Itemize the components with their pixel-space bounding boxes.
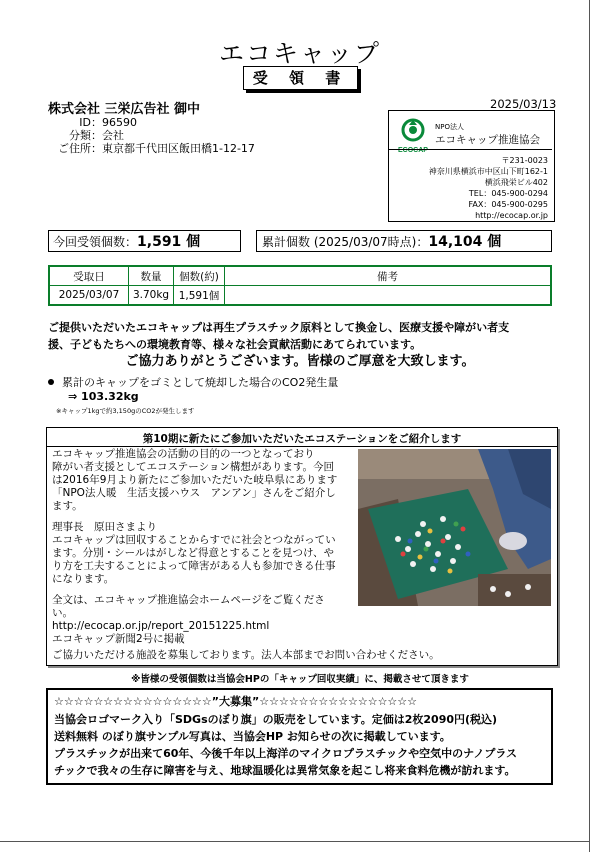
table-row (49, 286, 551, 306)
co2-value: ⇒ 103.32kg (68, 390, 139, 403)
co2-bullet (48, 376, 338, 390)
header-date: 受取日 (49, 266, 129, 286)
cumulative-count-box (256, 230, 552, 252)
eco-station-section (46, 427, 558, 666)
cumulative-count-value: 14,104 個 (428, 234, 502, 250)
page-edge-bottom (0, 841, 590, 842)
recipient-id-value: 96590 (102, 116, 137, 129)
receipt-table (48, 265, 552, 306)
usage-message-line1: ご提供いただいたエコキャップは再生プラスチック原料として換金し、医療支援や障がい者支 (48, 321, 510, 334)
station-paragraph-2: 理事長 原田さまより エコキャップは回収することからすでに社会とつながってい ます。分別・シールはがしなど得意とすることを見つけ、や り方を工夫することによって障害がある人も参加できる仕事 になります。 (52, 521, 336, 585)
issuer-fax: FAX：045-900-0295 (468, 200, 548, 209)
recipient-category-label: 分類： (69, 129, 102, 142)
issuer-tel: TEL：045-900-0294 (468, 189, 548, 198)
issuer-name: エコキャップ推進協会 (435, 134, 540, 146)
eco-station-divider (47, 446, 557, 447)
eco-station-title: 第10期に新たにご参加いただいたエコステーションをご紹介します (142, 433, 462, 445)
header-count: 個数(約) (174, 266, 225, 286)
cell-quantity: 3.70kg (129, 286, 174, 306)
recipient-name: 株式会社 三栄広告社 御中 (48, 102, 201, 117)
station-report-link: http://ecocap.or.jp/report_20151225.html (52, 620, 270, 632)
recruit-line-5: チックで我々の生存に障害を与え、地球温暖化は異常気象を起こし将来食料危機が訪れます。 (54, 764, 516, 777)
co2-note: ※キャップ1kgで約3,150gのCO2が発生します (56, 407, 195, 415)
current-count-box (48, 230, 241, 252)
recipient-category-value: 会社 (102, 129, 124, 142)
document-subtitle: 受 領 書 (243, 66, 358, 90)
recruitment-box (46, 688, 553, 785)
issuer-address1: 神奈川県横浜市中区山下町162-1 (428, 167, 548, 176)
cumulative-count-label: 累計個数 (2025/03/07時点)： (262, 235, 429, 249)
recruit-line-3: 送料無料 のぼり旗サンプル写真は、当協会HP お知らせの次に掲載しています。 (54, 730, 451, 743)
ecocap-logo (395, 116, 431, 156)
recipient-address-label: ご住所： (58, 142, 102, 155)
usage-message (48, 319, 558, 353)
cell-remarks (225, 286, 552, 306)
cap-sorting-photo (358, 449, 551, 606)
receipt-table-header (49, 266, 551, 286)
current-count-value: 1,591 個 (137, 234, 201, 250)
issuer-npo-label: NPO法人 (435, 123, 464, 131)
eco-station-text (52, 448, 352, 654)
co2-label: 累計のキャップをゴミとして焼却した場合のCO2発生量 (62, 376, 339, 389)
recruit-line-2: 当協会ロゴマーク入り「SDGsのぼり旗」の販売をしています。定価は2枚2090円(税込) (54, 713, 498, 726)
recruit-banner: ☆☆☆☆☆☆☆☆☆☆☆☆☆☆☆☆”大募集”☆☆☆☆☆☆☆☆☆☆☆☆☆☆☆☆ (54, 695, 418, 708)
station-paragraph-1: エコキャップ推進協会の活動の目的の一つとなっており 障がい者支援としてエコステーション構想があります。今回 は2016年9月より新たにご参加いただいた岐阜県にあります 「NPO法人暖 生活支援ハウス アンアン」さんをご紹介し ます。 (52, 448, 338, 512)
issuer-divider (389, 149, 552, 150)
thanks-message: ご協力ありがとうございます。皆様のご厚意を大致します。 (125, 354, 475, 369)
document-title: エコキャップ (218, 39, 381, 68)
bullet-icon (48, 379, 54, 385)
issuer-web: http://ecocap.or.jp (475, 211, 548, 220)
issuer-address2: 横浜飛栄ビル402 (484, 178, 548, 187)
issuer-address-block (429, 155, 548, 221)
page-edge-right (589, 0, 590, 852)
recipient-address-row (48, 140, 255, 156)
logo-text: ECOCAP (398, 147, 428, 154)
publication-note: ※皆様の受領個数は当協会HPの「キャップ回収実績」に、掲載させて頂きます (131, 674, 469, 685)
header-remarks: 備考 (225, 266, 552, 286)
cell-date: 2025/03/07 (49, 286, 129, 306)
station-paragraph-3: 全文は、エコキャップ推進協会ホームページをご覧くださ い。 http://ecocap.or.jp/report_20151225.html エコキャップ新聞2号に掲載 (52, 594, 325, 645)
issuer-postal: 〒231-0023 (501, 156, 548, 165)
usage-message-line2: 援、子どもたちへの環境教育等、様々な社会貢献活動にあてられています。 (48, 338, 422, 351)
cell-count: 1,591個 (174, 286, 225, 306)
issue-date: 2025/03/13 (490, 97, 557, 111)
recipient-id-label: ID： (79, 116, 102, 129)
recruit-line-4: プラスチックが出来て60年、今後千年以上海洋のマイクロプラスチックや空気中のナノプラス (54, 747, 518, 760)
issuer-box (388, 110, 555, 222)
current-count-label: 今回受領個数： (53, 235, 138, 249)
station-paragraph-4: ご協力いただける施設を募集しております。法人本部までお問い合わせください。 (52, 649, 440, 661)
header-quantity: 数量 (129, 266, 174, 286)
recipient-address-value: 東京都千代田区飯田橋1-12-17 (102, 142, 255, 155)
